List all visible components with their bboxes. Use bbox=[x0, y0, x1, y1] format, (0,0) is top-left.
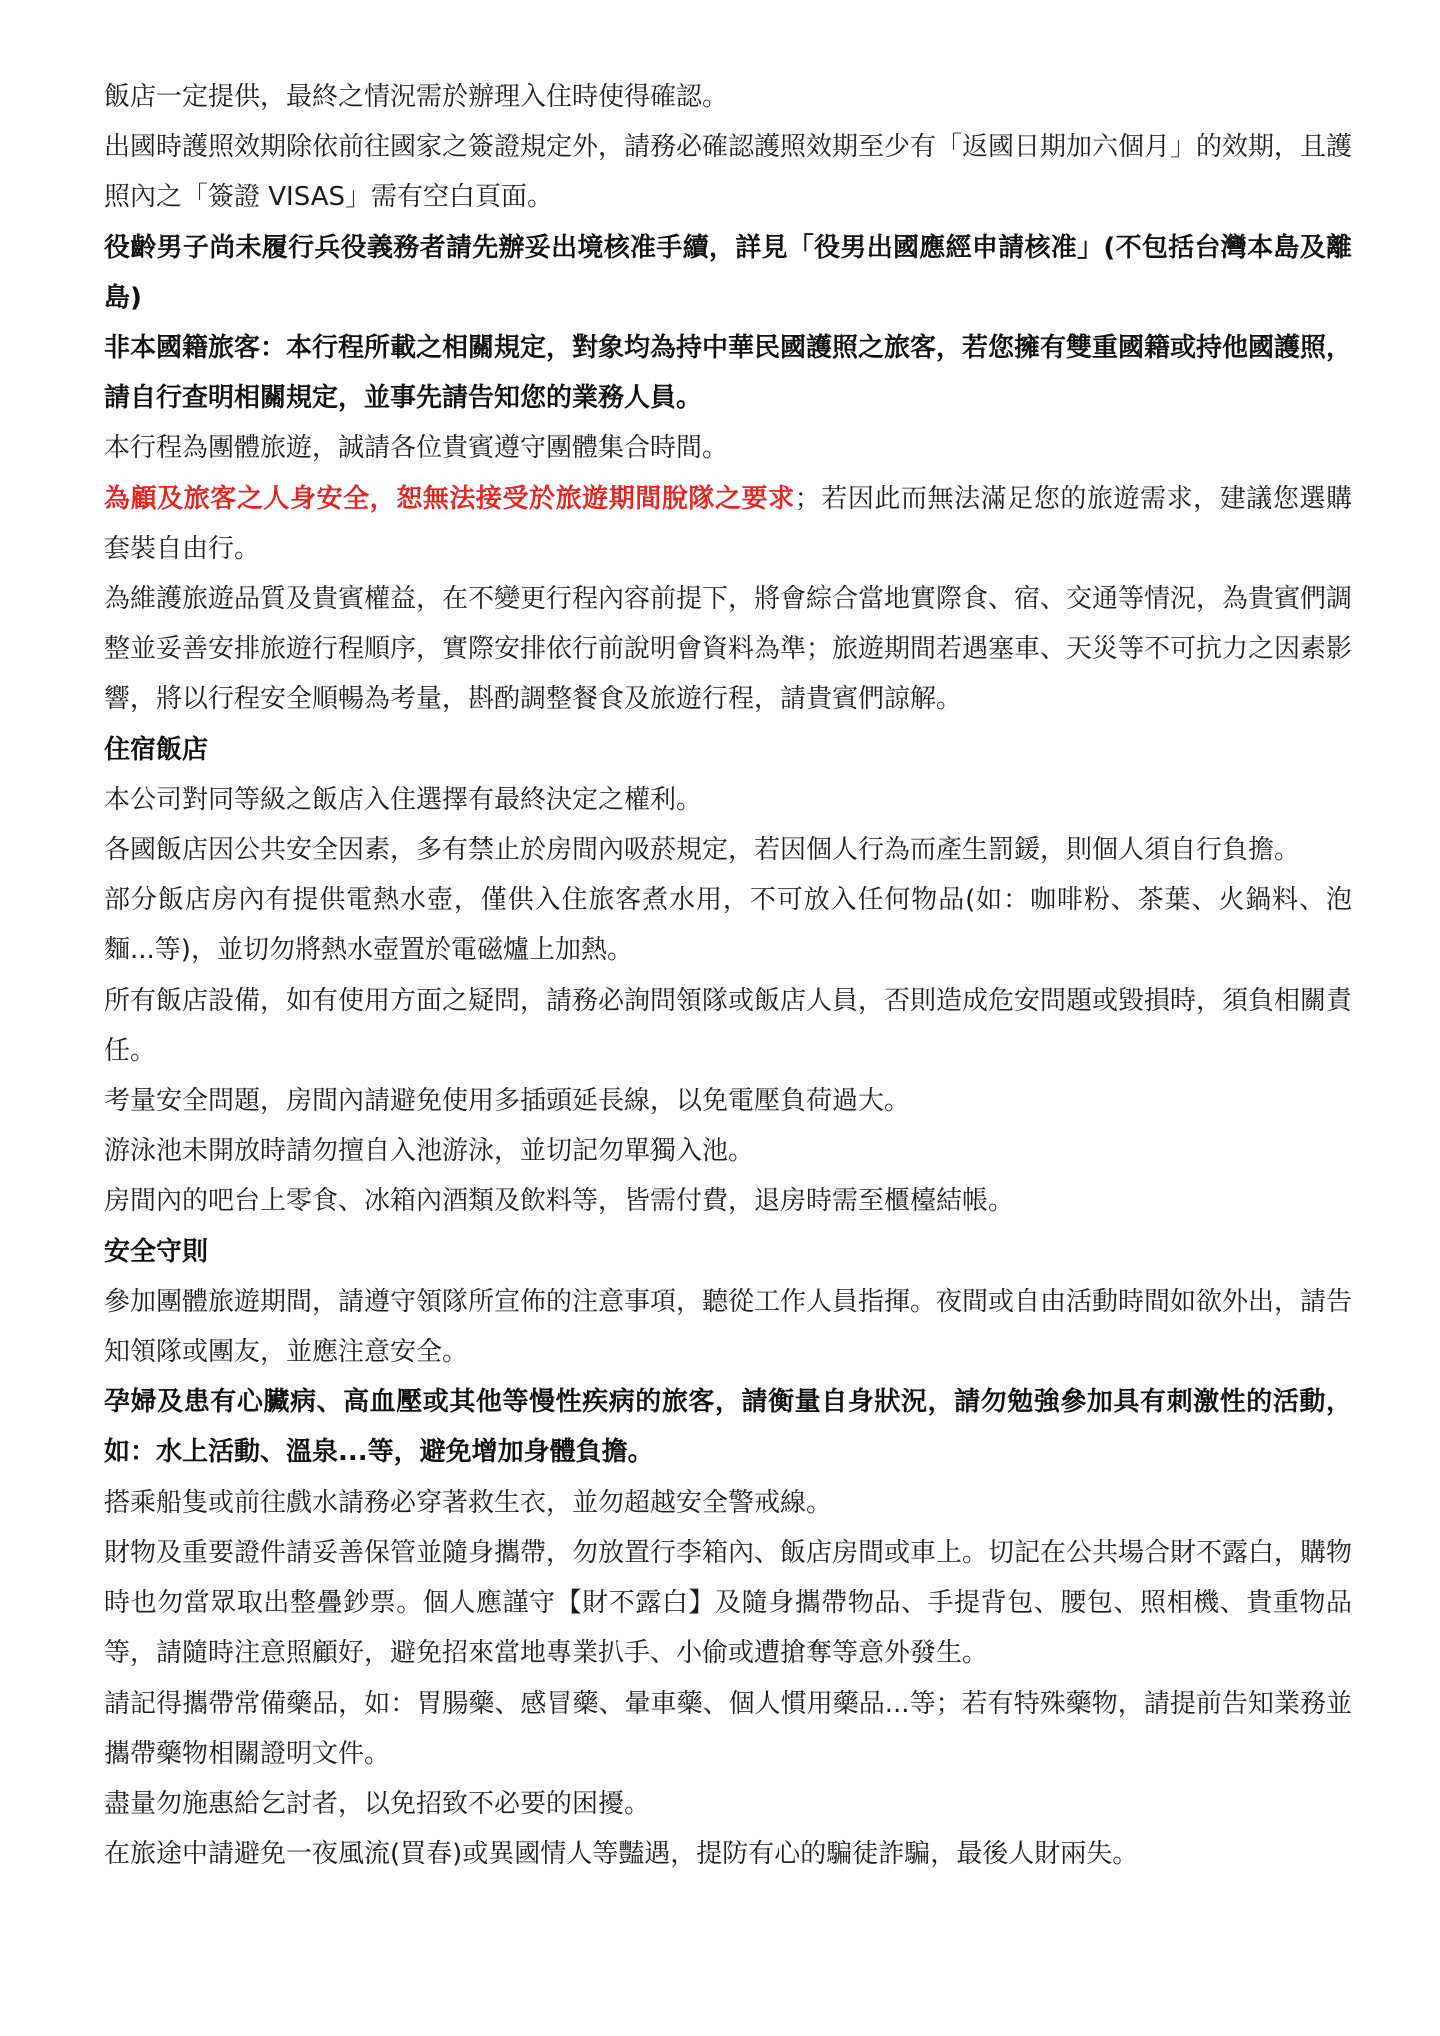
swimming-pool-note: 游泳池未開放時請勿擅自入池游泳，並切記勿單獨入池。 bbox=[104, 1136, 755, 1167]
extension-cord-note: 考量安全問題，房間內請避免使用多插頭延長線，以免電壓負荷過大。 bbox=[104, 1086, 911, 1117]
safety-warning-red: 為顧及旅客之人身安全，恕無法接受於旅遊期間脫隊之要求 bbox=[104, 483, 795, 514]
section-heading-hotel: 住宿飯店 bbox=[104, 734, 209, 765]
no-smoking-note: 各國飯店因公共安全因素，多有禁止於房間內吸菸規定，若因個人行為而產生罰鍰，則個人須自行負擔。 bbox=[104, 835, 1301, 866]
document-page bbox=[104, 72, 1352, 1879]
medicine-note: 請記得攜帶常備藥品，如：胃腸藥、感冒藥、暈車藥、個人慣用藥品...等；若有特殊藥物，請提前告知業務並攜帶藥物相關證明文件。 bbox=[104, 1688, 1352, 1769]
kettle-note: 部分飯店房內有提供電熱水壺，僅供入住旅客煮水用，不可放入任何物品(如：咖啡粉、茶葉、火鍋料、泡麵...等)，並切勿將熱水壺置於電磁爐上加熱。 bbox=[104, 885, 1352, 966]
group-rules-note: 參加團體旅遊期間，請遵守領隊所宣佈的注意事項，聽從工作人員指揮。夜間或自由活動時間如欲外出，請告知領隊或團友，並應注意安全。 bbox=[104, 1286, 1353, 1368]
itinerary-adjustment-note: 為維護旅遊品質及貴賓權益，在不變更行程內容前提下，將會綜合當地實際食、宿、交通等情況，為貴賓們調整並妥善安排旅遊行程順序，實際安排依行前說明會資料為準；旅遊期間若遇塞車、天災等不可抗力之因素影響，將以行程安全順暢為考量，斟酌調整餐食及旅遊行程，請貴賓們諒解。 bbox=[104, 584, 1353, 715]
minibar-note: 房間內的吧台上零食、冰箱內酒類及飲料等，皆需付費，退房時需至櫃檯結帳。 bbox=[104, 1186, 1015, 1217]
passport-validity-note: 出國時護照效期除依前往國家之簽證規定外，請務必確認護照效期至少有「返國日期加六個月」的效期，且護照內之「簽證 VISAS」需有空白頁面。 bbox=[104, 132, 1353, 213]
hotel-equipment-note: 所有飯店設備，如有使用方面之疑問，請務必詢問領隊或飯店人員，否則造成危安問題或毀損時，須負相關責任。 bbox=[104, 985, 1353, 1066]
foreign-nationals-note: 非本國籍旅客：本行程所載之相關規定，對象均為持中華民國護照之旅客，若您擁有雙重國籍或持他國護照，請自行查明相關規定，並事先請告知您的業務人員。 bbox=[104, 333, 1353, 414]
section-heading-safety: 安全守則 bbox=[104, 1236, 209, 1267]
valuables-note: 財物及重要證件請妥善保管並隨身攜帶，勿放置行李箱內、飯店房間或車上。切記在公共場合財不露白，購物時也勿當眾取出整疊鈔票。個人應謹守【財不露白】及隨身攜帶物品、手提背包、腰包、照相機、貴重物品等，請隨時注意照顧好，避免招來當地專業扒手、小偷或遭搶奪等意外發生。 bbox=[104, 1537, 1353, 1669]
health-condition-note: 孕婦及患有心臟病、高血壓或其他等慢性疾病的旅客，請衡量自身狀況，請勿勉強參加具有刺激性的活動，如：水上活動、溫泉...等，避免增加身體負擔。 bbox=[104, 1387, 1352, 1468]
military-service-note: 役齡男子尚未履行兵役義務者請先辦妥出境核准手續，詳見「役男出國應經申請核准」(不包括台灣本島及離島) bbox=[104, 232, 1352, 313]
scam-warning-note: 在旅途中請避免一夜風流(買春)或異國情人等豔遇，提防有心的騙徒詐騙，最後人財兩失。 bbox=[104, 1839, 1139, 1870]
no-leaving-group-note bbox=[104, 474, 1352, 574]
group-time-note: 本行程為團體旅遊，誠請各位貴賓遵守團體集合時間。 bbox=[104, 433, 729, 464]
beggars-note: 盡量勿施惠給乞討者，以免招致不必要的困擾。 bbox=[104, 1788, 651, 1819]
hotel-confirmation-note: 飯店一定提供，最終之情況需於辦理入住時使得確認。 bbox=[104, 82, 729, 112]
safety-warning-rest: ；若因此而無法滿足您的旅遊需求，建議您選購套裝自由行。 bbox=[104, 483, 1352, 564]
hotel-selection-note: 本公司對同等級之飯店入住選擇有最終決定之權利。 bbox=[104, 784, 703, 815]
life-jacket-note: 搭乘船隻或前往戲水請務必穿著救生衣，並勿超越安全警戒線。 bbox=[104, 1487, 833, 1518]
